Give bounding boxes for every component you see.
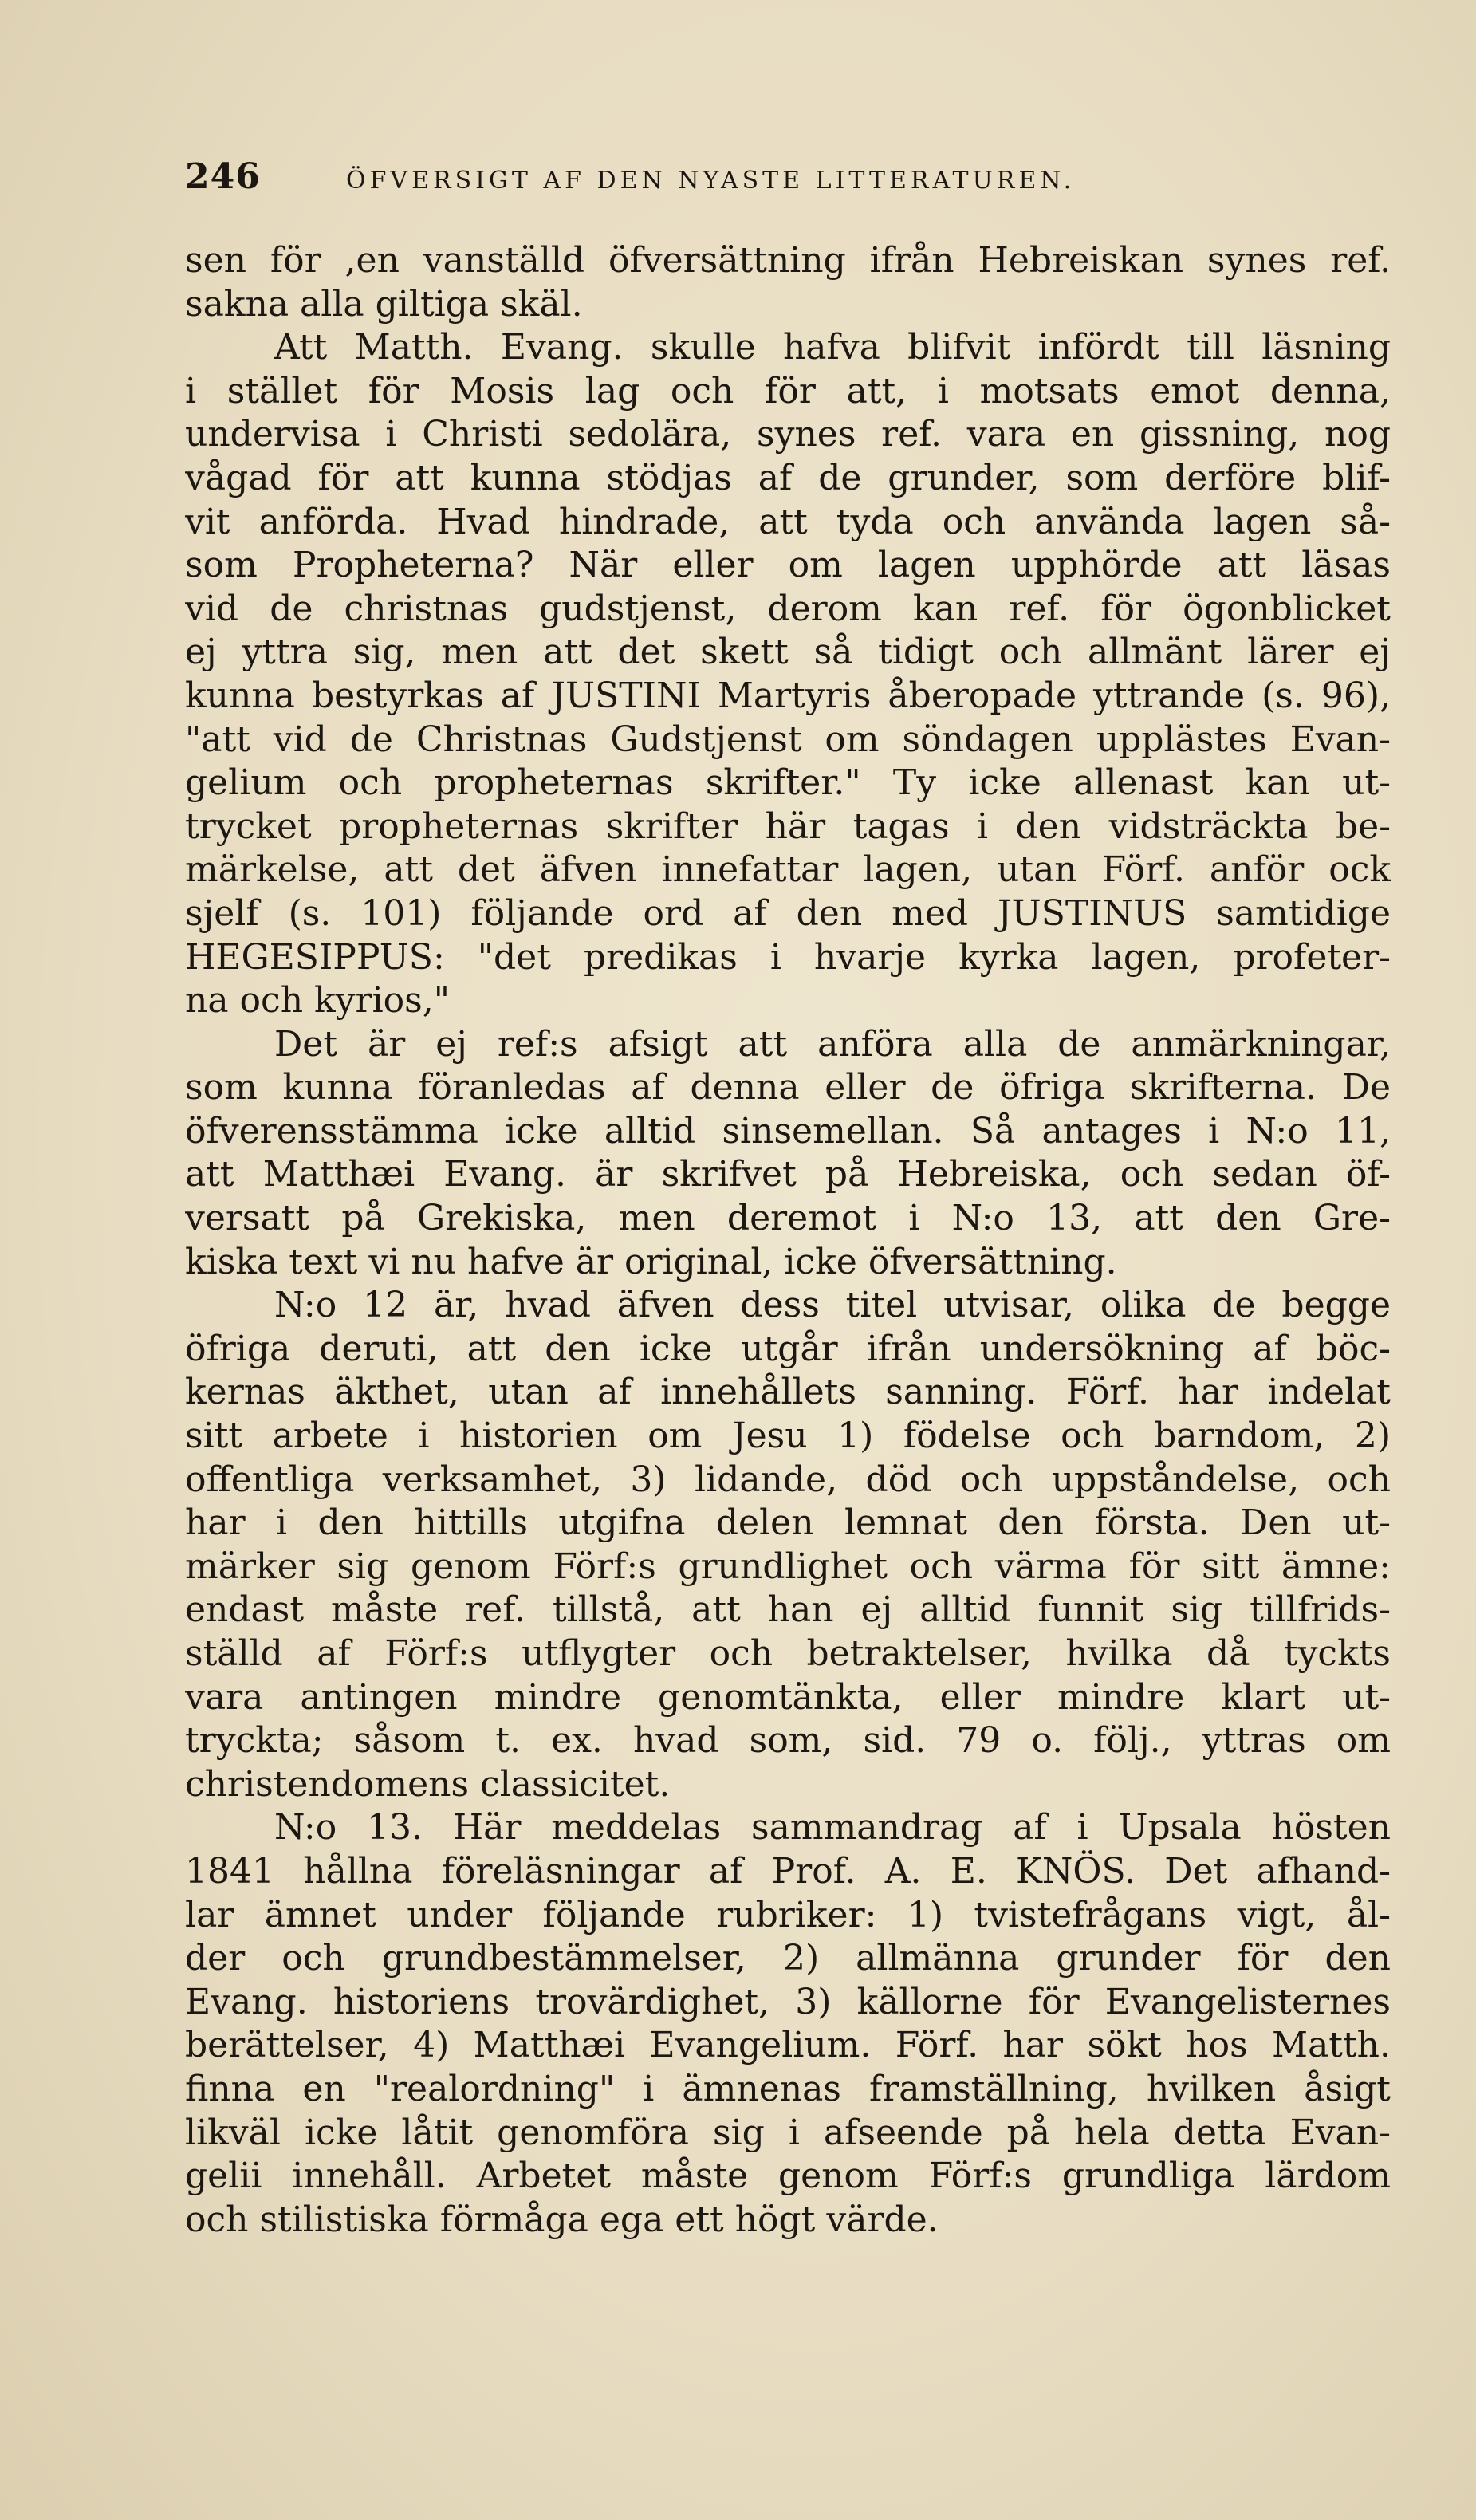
text-line: märker sig genom Förf:s grundlighet och värma för sitt ämne: [185, 1545, 1391, 1587]
text-line: gelium och propheternas skrifter." Ty icke allenast kan ut- [185, 762, 1391, 804]
text-line: i stället för Mosis lag och för att, i motsats emot denna, [185, 370, 1391, 411]
text-line: och stilistiska förmåga ega ett högt värde. [185, 2199, 939, 2240]
text-line: sen för ,en vanställd öfversättning ifrån Hebreiskan synes ref. [185, 240, 1391, 281]
text-line: Det är ej ref:s afsigt att anföra alla de anmärkningar, [274, 1023, 1391, 1065]
page-header [185, 156, 1285, 212]
text-line: kernas äkthet, utan af innehållets sanning. Förf. har indelat [185, 1372, 1391, 1413]
text-line: offentliga verksamhet, 3) lidande, död och uppståndelse, och [185, 1459, 1391, 1500]
text-line: lar ämnet under följande rubriker: 1) tvistefrågans vigt, ål- [185, 1894, 1391, 1935]
text-line: Evang. historiens trovärdighet, 3) källorne för Evangelisternes [185, 1981, 1391, 2022]
text-line: "att vid de Christnas Gudstjenst om söndagen upplästes Evan- [185, 719, 1391, 760]
text-line: öfverensstämma icke alltid sinsemellan. Så antages i N:o 11, [185, 1110, 1391, 1152]
text-line: sjelf (s. 101) följande ord af den med JUSTINUS samtidige [185, 892, 1391, 934]
text-line: N:o 12 är, hvad äfven dess titel utvisar, olika de begge [274, 1285, 1391, 1326]
text-line: na och kyrios," [185, 980, 450, 1022]
text-line: vågad för att kunna stödjas af de grunder, som derföre blif- [185, 457, 1391, 498]
text-line: vit anförda. Hvad hindrade, att tyda och använda lagen så- [185, 501, 1391, 542]
text-line: HEGESIPPUS: "det predikas i hvarje kyrka lagen, profeter- [185, 936, 1391, 978]
text-line: ställd af Förf:s utflygter och betraktelser, hvilka då tyckts [185, 1633, 1391, 1674]
text-line: undervisa i Christi sedolära, synes ref. vara en gissning, nog [185, 414, 1391, 455]
text-line: kunna bestyrkas af JUSTINI Martyris åberopade yttrande (s. 96), [185, 675, 1391, 716]
text-line: kiska text vi nu hafve är original, icke öfversättning. [185, 1241, 1117, 1282]
running-title: ÖFVERSIGT AF DEN NYASTE LITTERATUREN. [346, 167, 1076, 195]
text-line: har i den hittills utgifna delen lemnat den första. Den ut- [185, 1502, 1391, 1544]
text-line: 1841 hållna föreläsningar af Prof. A. E. KNÖS. Det afhand- [185, 1850, 1391, 1892]
text-line: finna en "realordning" i ämnenas framställning, hvilken åsigt [185, 2068, 1391, 2109]
text-line: märkelse, att det äfven innefattar lagen, utan Förf. anför ock [185, 849, 1391, 891]
text-line: sakna alla giltiga skäl. [185, 283, 583, 325]
text-line: vara antingen mindre genomtänkta, eller mindre klart ut- [185, 1676, 1391, 1718]
text-line: vid de christnas gudstjenst, derom kan ref. för ögonblicket [185, 588, 1391, 629]
text-line: att Matthæi Evang. är skrifvet på Hebreiska, och sedan öf- [185, 1154, 1391, 1195]
text-line: trycket propheternas skrifter här tagas i den vidsträckta be- [185, 805, 1391, 847]
text-line: der och grundbestämmelser, 2) allmänna grunder för den [185, 1938, 1391, 1979]
text-line: gelii innehåll. Arbetet måste genom Förf:s grundliga lärdom [185, 2156, 1391, 2197]
text-line: endast måste ref. tillstå, att han ej alltid funnit sig tillfrids- [185, 1589, 1391, 1631]
body-text [185, 239, 1391, 2242]
text-line: christendomens classicitet. [185, 1763, 671, 1805]
text-line: N:o 13. Här meddelas sammandrag af i Upsala hösten [274, 1807, 1391, 1849]
text-line: som Propheterna? När eller om lagen upphörde att läsas [185, 545, 1391, 586]
text-line: sitt arbete i historien om Jesu 1) födelse och barndom, 2) [185, 1416, 1391, 1457]
text-line: versatt på Grekiska, men deremot i N:o 13, att den Gre- [185, 1198, 1391, 1239]
text-line: likväl icke låtit genomföra sig i afseende på hela detta Evan- [185, 2112, 1391, 2153]
text-line: ej yttra sig, men att det skett så tidigt och allmänt lärer ej [185, 632, 1391, 673]
text-line: som kunna föranledas af denna eller de öfriga skrifterna. De [185, 1067, 1391, 1108]
text-line: berättelser, 4) Matthæi Evangelium. Förf. har sökt hos Matth. [185, 2025, 1391, 2066]
page-number: 246 [185, 156, 261, 197]
text-line: öfriga deruti, att den icke utgår ifrån undersökning af böc- [185, 1328, 1391, 1369]
text-line: tryckta; såsom t. ex. hvad som, sid. 79 o. följ., yttras om [185, 1720, 1391, 1762]
text-line: Att Matth. Evang. skulle hafva blifvit infördt till läsning [274, 327, 1391, 368]
